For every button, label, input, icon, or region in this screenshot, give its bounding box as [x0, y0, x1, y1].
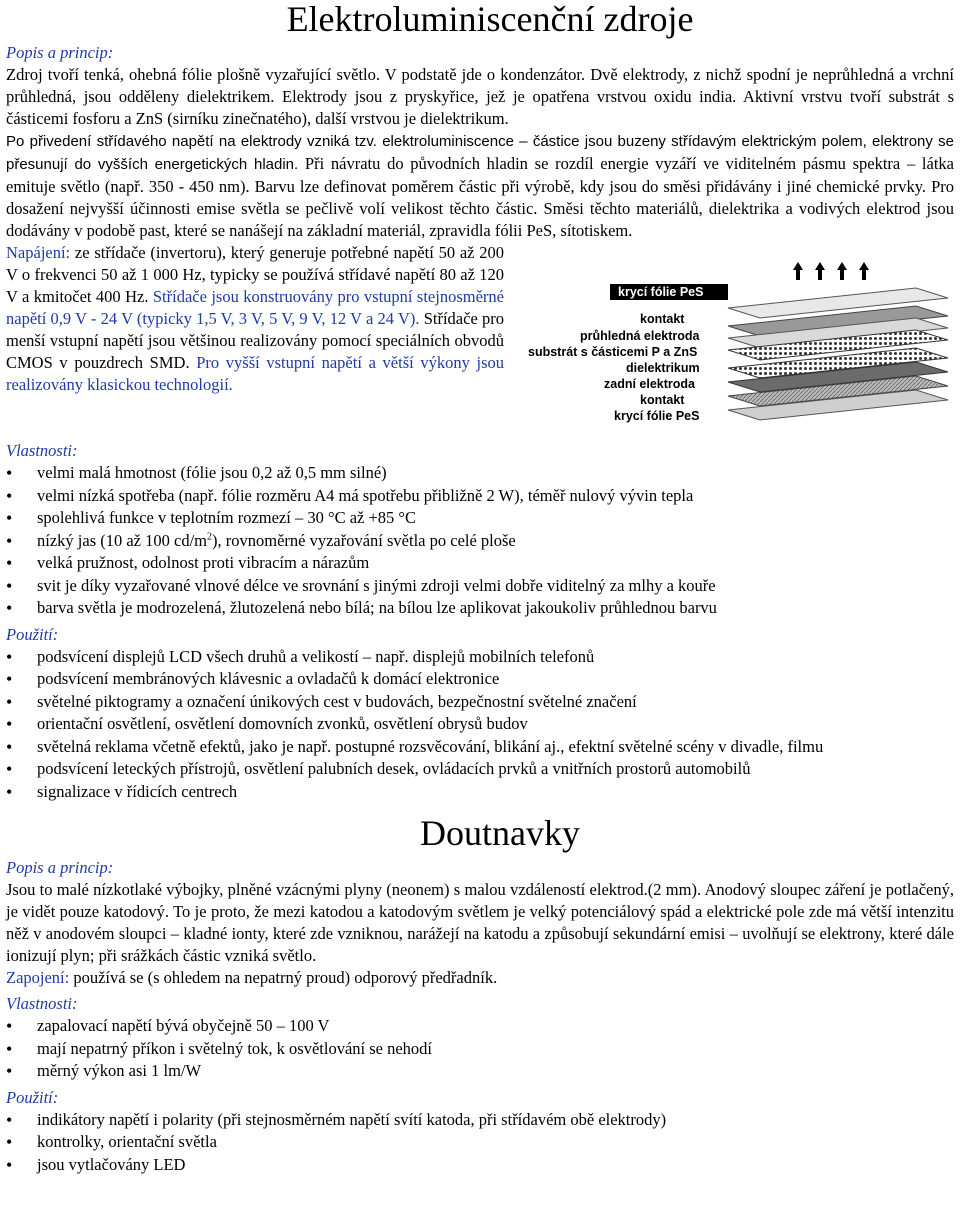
- list-item: • zapalovací napětí bývá obyčejně 50 – 100 V: [6, 1015, 954, 1038]
- section-label-popis-2: Popis a princip:: [6, 858, 114, 877]
- zapojeni-text: používá se (s ohledem na nepatrný proud) odporový předřadník.: [69, 968, 498, 987]
- layers: [728, 288, 948, 420]
- figure-label-transparent-electrode: průhledná elektroda: [580, 329, 700, 343]
- zapojeni-label: Zapojení:: [6, 968, 70, 987]
- paragraph-intro: [6, 64, 954, 130]
- list-item: • podsvícení membránových klávesnic a ovladačů k domácí elektronice: [6, 668, 954, 691]
- section-label-vlastnosti-2: Vlastnosti:: [6, 994, 78, 1013]
- list-pouziti: [6, 646, 954, 804]
- list-item: • velmi malá hmotnost (fólie jsou 0,2 až 0,5 mm silné): [6, 462, 954, 485]
- list-item: • měrný výkon asi 1 lm/W: [6, 1060, 954, 1083]
- list-item: • světelná reklama včetně efektů, jako je např. postupné rozsvěcování, blikání aj., efektní světelné scény v divadle, filmu: [6, 736, 954, 759]
- list-item: • jsou vytlačovány LED: [6, 1154, 954, 1177]
- paragraph-principle: [6, 130, 954, 242]
- list-item: • velká pružnost, odolnost proti vibracím a nárazům: [6, 552, 954, 575]
- napajeni-text-2: Střídače jsou konstruovány pro vstupní stejnosměrné napětí 0,9 V - 24 V (typicky 1,5 V, 3 V, 5 V, 9 V, 12 V a 24 V).: [6, 287, 504, 328]
- list-item: • svit je díky vyzařované vlnové délce ve srovnání s jinými zdroji velmi dobře viditelný za mlhy a kouře: [6, 575, 954, 598]
- list-item: • nízký jas (10 až 100 $cd/m^2$), rovnoměrné vyzařování světla po celé ploše: [6, 530, 954, 553]
- layer-structure-figure: [528, 246, 950, 436]
- list-item: • signalizace v řídicích centrech: [6, 781, 954, 804]
- list-item: • mají nepatrný příkon i světelný tok, k osvětlování se nehodí: [6, 1038, 954, 1061]
- list-item: • velmi nízká spotřeba (např. fólie rozměru A4 má spotřebu přibližně 2 W), téměř nulový vývin tepla: [6, 485, 954, 508]
- figure-label-contact-bottom: kontakt: [640, 393, 685, 407]
- principle-text: Při návratu do původních hladin se rozdíl energie vyzáří ve viditelném pásmu spektra – látka emituje světlo (např. 350 - 450 nm). Barvu lze definovat poměrem částic při výrobě, kdy jsou do směsi přidávány i jiné chemické prvky. Pro dosažení nejvyšší účinnosti emise světla se pečlivě volí velikost těchto částic. Směsi těchto materiálů, dielektrika a vodivých elektrod jsou dodávány v podobě past, které se nanášejí na základní materiál, zpravidla fólii PeS, sítotiskem.: [6, 154, 954, 240]
- arrow-up-icon: [815, 262, 825, 280]
- light-arrows: [793, 262, 869, 280]
- section-label-popis: Popis a princip:: [6, 43, 114, 62]
- paragraph-doutnavky: Jsou to malé nízkotlaké výbojky, plněné vzácnými plyny (neonem) s malou vzdáleností elektrod.(2 mm). Anodový sloupec záření je potlačený, je vidět pouze katodový. To je proto, že mezi katodou a katodovým světlem je velký potenciálový spád a elektrické pole zde má větší intenzitu něž v anodovém sloupci – kladné ionty, které zde vzniknou, narážejí na katodu a způsobují sekundární emisi – uvolňují se elektrony, které dále ionizují plyn; při srážkách částic vzniká světlo.: [6, 880, 954, 965]
- paragraph-zapojeni: [6, 967, 954, 989]
- napajeni-label: Napájení:: [6, 243, 71, 262]
- list-item: • barva světla je modrozelená, žlutozelená nebo bílá; na bílou lze aplikovat jakoukoliv průhlednou barvu: [6, 597, 954, 620]
- figure-label-bottom-cover: krycí fólie PeS: [614, 409, 700, 423]
- section-label-vlastnosti: Vlastnosti:: [6, 441, 78, 460]
- figure-labels: [528, 284, 728, 423]
- section-label-pouziti-2: Použití:: [6, 1087, 59, 1107]
- list-item: • orientační osvětlení, osvětlení domovních zvonků, osvětlení obrysů budov: [6, 713, 954, 736]
- list-pouziti-2: [6, 1109, 954, 1177]
- list-item: • indikátory napětí i polarity (při stejnosměrném napětí svítí katoda, při střídavém obě elektrody): [6, 1109, 954, 1132]
- figure-label-back-electrode: zadní elektroda: [604, 377, 695, 391]
- arrow-up-icon: [793, 262, 803, 280]
- list-item: • kontrolky, orientační světla: [6, 1131, 954, 1154]
- napajeni-row: [6, 242, 954, 436]
- napajeni-text-1: ze střídače (invertoru), který generuje potřebné napětí 50 až 200 V o frekvenci 50 až 1 000 Hz, typicky se používá střídavé napětí 80 až 120 V a kmitočet 400 Hz.: [6, 243, 504, 306]
- figure-label-dielectric: dielektrikum: [626, 361, 700, 375]
- page-title: Elektroluminiscenční zdroje: [286, 0, 694, 39]
- napajeni-text-4: Pro vyšší vstupní napětí a větší výkony jsou realizovány klasickou technologií.: [6, 353, 505, 394]
- list-item: • světelné piktogramy a označení únikových cest v budovách, bezpečnostní světelné značení: [6, 691, 954, 714]
- paragraph-napajeni: [6, 242, 504, 396]
- figure-label-top-cover: krycí fólie PeS: [618, 285, 704, 299]
- section-title-doutnavky: Doutnavky: [420, 813, 580, 853]
- list-item: • spolehlivá funkce v teplotním rozmezí – 30 °C až +85 °C: [6, 507, 954, 530]
- document-page: [6, 0, 954, 1176]
- figure-label-phosphor: substrát s částicemi P a ZnS: [528, 345, 698, 359]
- intro-text: Zdroj tvoří tenká, ohebná fólie plošně vyzařující světlo. V podstatě jde o kondenzátor. Dvě elektrody, z nichž spodní je neprůhledná a vrchní průhledná, jsou odděleny dielektrikem. Elektrody jsou z pryskyřice, jež je opatřena vrstvou oxidu india. Aktivní vrstvu tvoří substrát s částicemi fosforu a ZnS (sirníku zinečnatého), další vrstvou je dielektrikum.: [6, 65, 954, 128]
- list-item: • podsvícení displejů LCD všech druhů a velikostí – např. displejů mobilních telefonů: [6, 646, 954, 669]
- principle-text-sans: Po přivedení střídavého napětí na elektrody vzniká tzv. elektroluminiscence – částice jsou buzeny střídavým elektrickým polem, elektrony se přesunují do vyšších energetických hladin.: [6, 133, 954, 173]
- list-item: • podsvícení leteckých přístrojů, osvětlení palubních desek, ovládacích prvků a vnitřních prostorů automobilů: [6, 758, 954, 781]
- napajeni-text-3: Střídače pro menší vstupní napětí jsou většinou realizovány pomocí speciálních obvodů CMOS v pouzdrech SMD.: [6, 309, 504, 372]
- arrow-up-icon: [837, 262, 847, 280]
- section-label-pouziti: Použití:: [6, 624, 59, 644]
- arrow-up-icon: [859, 262, 869, 280]
- list-vlastnosti-2: [6, 1015, 954, 1083]
- figure-label-contact: kontakt: [640, 312, 685, 326]
- list-vlastnosti: [6, 462, 954, 620]
